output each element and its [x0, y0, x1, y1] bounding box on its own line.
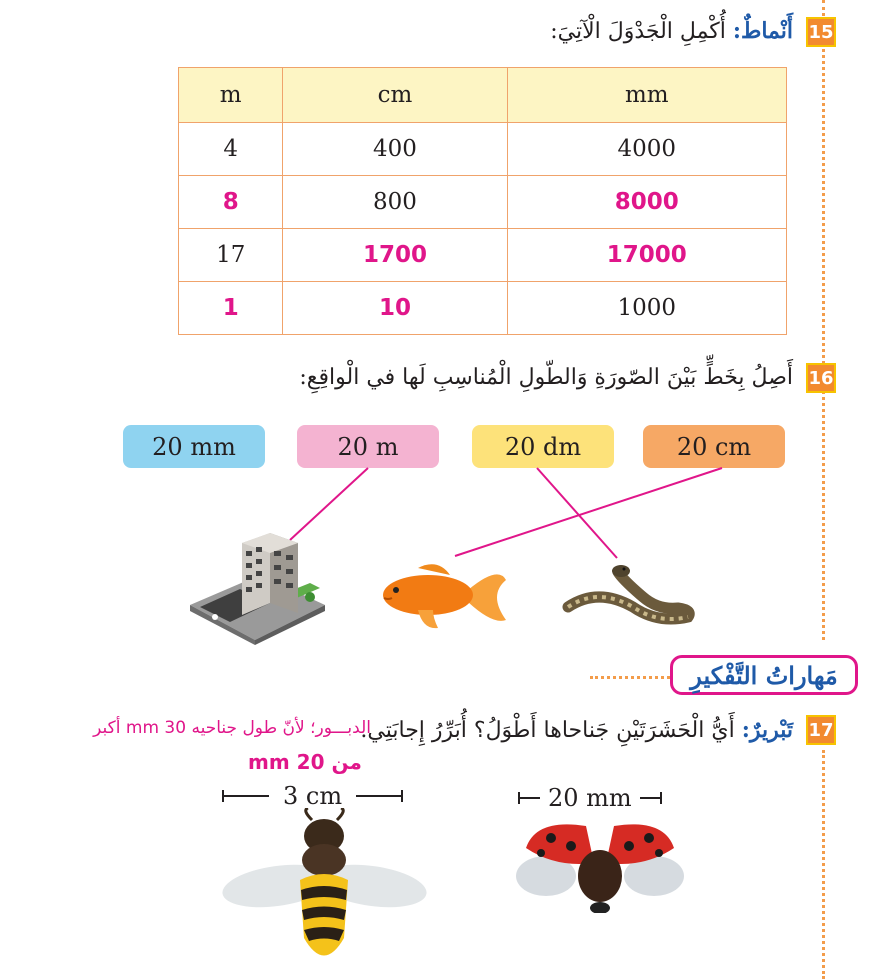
thinking-skills-banner: مَهاراتُ التَّفْكيرِ [670, 655, 858, 695]
table-cell-answer: 1700 [283, 229, 507, 282]
table-cell: 800 [283, 176, 507, 229]
table-cell: 4000 [507, 123, 786, 176]
ladybug-wingspan-scale [518, 784, 662, 812]
question-17-question: أَيُّ الْحَشَرَتَيْنِ جَناحاها أَطْوَلُ؟ أُبَرِّرُ إِجابَتِي. [360, 718, 735, 743]
table-cell-answer: 10 [283, 282, 507, 335]
length-box-20mm[interactable]: 20 mm [123, 425, 265, 468]
ladybug-wingspan-label: 20 mm [548, 784, 632, 812]
bee-wingspan-label: 3 cm [283, 782, 343, 810]
table-cell: 17 [179, 229, 283, 282]
question-17-number: 17 [806, 715, 836, 745]
table-cell-answer: 1 [179, 282, 283, 335]
scale-bar [520, 797, 540, 799]
match-line-snake [537, 468, 617, 558]
question-15-number: 15 [806, 17, 836, 47]
length-box-20cm[interactable]: 20 cm [643, 425, 785, 468]
table-header-mm: mm [507, 68, 786, 123]
question-17-keyword: تَبْريرٌ: [741, 717, 793, 743]
table-header-m: m [179, 68, 283, 123]
table-cell-answer: 8000 [507, 176, 786, 229]
snake-image [558, 562, 698, 632]
bee-wingspan-scale [222, 782, 403, 810]
building-image [190, 525, 325, 645]
scale-tick [660, 792, 662, 804]
question-17-text [360, 717, 793, 743]
question-15-keyword: أَنْماطٌ: [732, 18, 793, 44]
question-17-answer-line2: من 20 mm [248, 750, 362, 774]
question-16-instruction: أَصِلُ بِخَطٍّ بَيْنَ الصّورَةِ وَالطّولِ الْمُناسِبِ لَها في الْواقِعِ: [299, 365, 793, 390]
bee-image [222, 808, 427, 973]
table-cell: 4 [179, 123, 283, 176]
table-cell-answer: 8 [179, 176, 283, 229]
scale-bar [224, 795, 269, 797]
length-box-20dm[interactable]: 20 dm [472, 425, 614, 468]
table-cell-answer: 17000 [507, 229, 786, 282]
question-16-number: 16 [806, 363, 836, 393]
scale-tick [401, 790, 403, 802]
table-cell: 400 [283, 123, 507, 176]
match-line-goldfish [455, 468, 722, 556]
table-cell: 1000 [507, 282, 786, 335]
goldfish-image [378, 560, 508, 635]
ladybug-image [516, 818, 684, 913]
question-17-answer-line1: الدبـــور؛ لأنّ طول جناحيه 30 mm أكبر [93, 718, 371, 738]
question-15-instruction: أُكْمِلِ الْجَدْوَلَ الْآتِيَ: [550, 19, 726, 44]
scale-bar [356, 795, 401, 797]
table-header-cm: cm [283, 68, 507, 123]
scale-bar [640, 797, 660, 799]
length-box-20m[interactable]: 20 m [297, 425, 439, 468]
